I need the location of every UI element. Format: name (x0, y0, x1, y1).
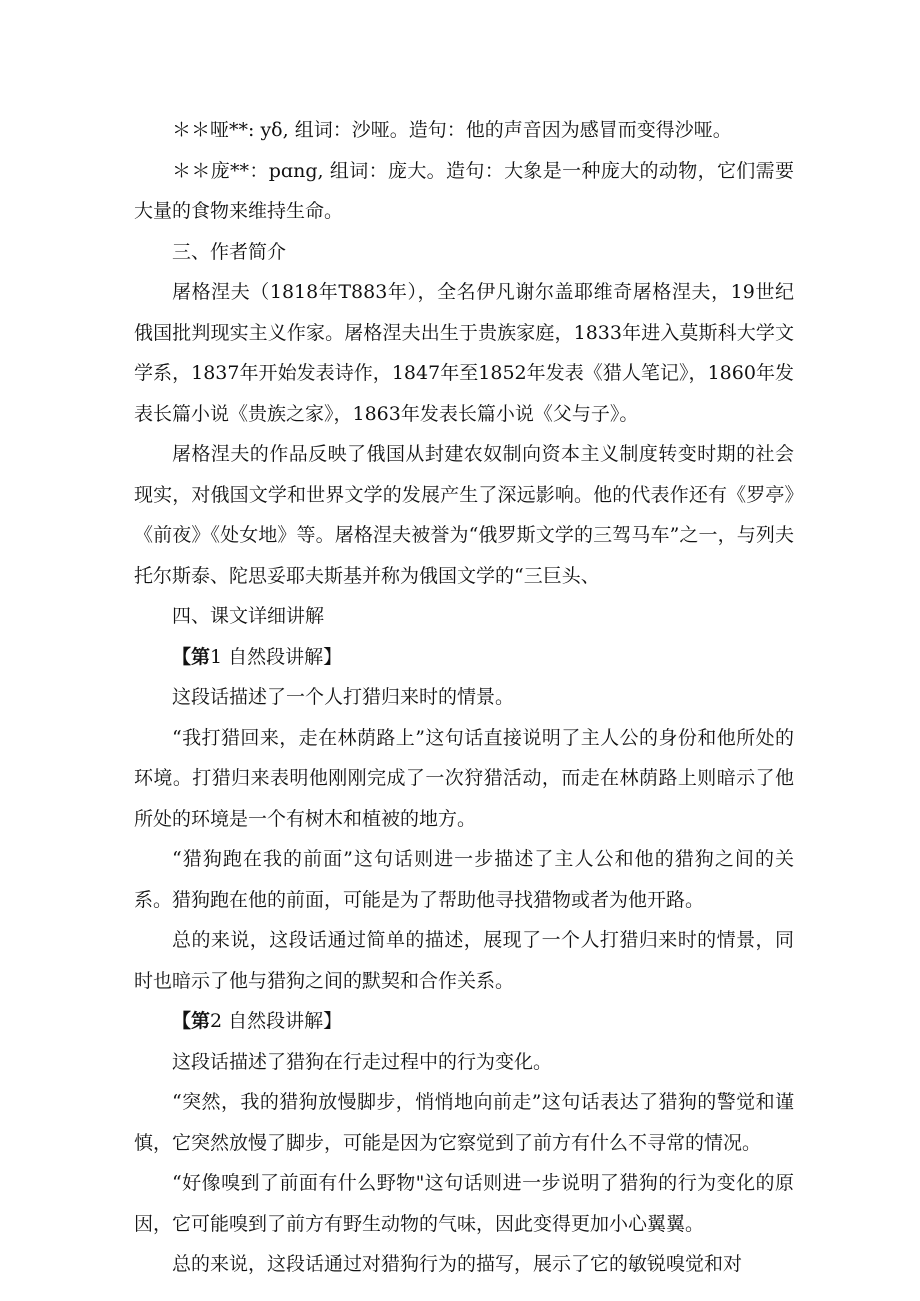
subheading-2-text: 2 自然段讲解】 (210, 1010, 343, 1032)
explanation-1-conclusion: 总的来说，这段话通过简单的描述，展现了一个人打猎归来时的情景，同时也暗示了他与猎狗之间的默契和合作关系。 (134, 929, 794, 992)
section-heading-explanation: 四、课文详细讲解 (172, 605, 325, 627)
author-influence-paragraph: 屠格涅夫的作品反映了俄国从封建农奴制向资本主义制度转变时期的社会现实，对俄国文学和世界文学的发展产生了深远影响。他的代表作还有《罗亭》《前夜》《处女地》等。屠格涅夫被誉为“俄罗斯文学的三驾马车”之一，与列夫托尔斯泰、陀思妥耶夫斯基并称为俄国文学的“三巨头、 (134, 443, 794, 587)
explanation-2-conclusion: 总的来说，这段话通过对猎狗行为的描写，展示了它的敏锐嗅觉和对 (172, 1253, 743, 1275)
explanation-1-sentence-b: “猎狗跑在我的前面”这句话则进一步描述了主人公和他的猎狗之间的关系。猎狗跑在他的前面，可能是为了帮助他寻找猎物或者为他开路。 (134, 848, 794, 911)
subheading-1-text: 1 自然段讲解】 (210, 645, 343, 668)
explanation-1-summary: 这段话描述了一个人打猎归来时的情景。 (172, 686, 515, 708)
explanation-1-sentence-a: “我打猎回来，走在林荫路上”这句话直接说明了主人公的身份和他所处的环境。打猎归来表明他刚刚完成了一次狩猎活动，而走在林荫路上则暗示了他所处的环境是一个有树木和植被的地方。 (134, 726, 794, 830)
explanation-2-sentence-b: “好像嗅到了前面有什么野物"这句话则进一步说明了猎狗的行为变化的原因，它可能嗅到了前方有野生动物的气味，因此变得更加小心翼翼。 (134, 1172, 794, 1235)
subheading-paragraph-1 (134, 637, 794, 678)
document-body (134, 110, 794, 1285)
vocab-paragraph-ya: ＊＊哑**: yδ, 组词：沙哑。造句：他的声音因为感冒而变得沙哑。 (172, 119, 732, 141)
explanation-2-summary: 这段话描述了猎狗在行走过程中的行为变化。 (172, 1050, 553, 1073)
vocab-paragraph-pang: ＊＊庞**：pɑng, 组词：庞大。造句：大象是一种庞大的动物，它们需要大量的食物来维持生命。 (134, 159, 794, 222)
subheading-1-bracket: 【第 (172, 645, 211, 668)
author-bio-paragraph: 屠格涅夫（1818年T883年），全名伊凡谢尔盖耶维奇屠格涅夫，19世纪俄国批判现实主义作家。屠格涅夫出生于贵族家庭，1833年进入莫斯科大学文学系，1837年开始发表诗作，1847年至1852年发表《猎人笔记》，1860年发表长篇小说《贵族之家》，1863年发表长篇小说《父与子》。 (134, 281, 794, 425)
subheading-2-bracket: 【第 (172, 1010, 211, 1032)
subheading-paragraph-2 (134, 1001, 794, 1042)
section-heading-author: 三、作者简介 (172, 240, 287, 263)
explanation-2-sentence-a: “突然，我的猎狗放慢脚步，悄悄地向前走”这句话表达了猎狗的警觉和谨慎，它突然放慢了脚步，可能是因为它察觉到了前方有什么不寻常的情况。 (134, 1091, 794, 1154)
